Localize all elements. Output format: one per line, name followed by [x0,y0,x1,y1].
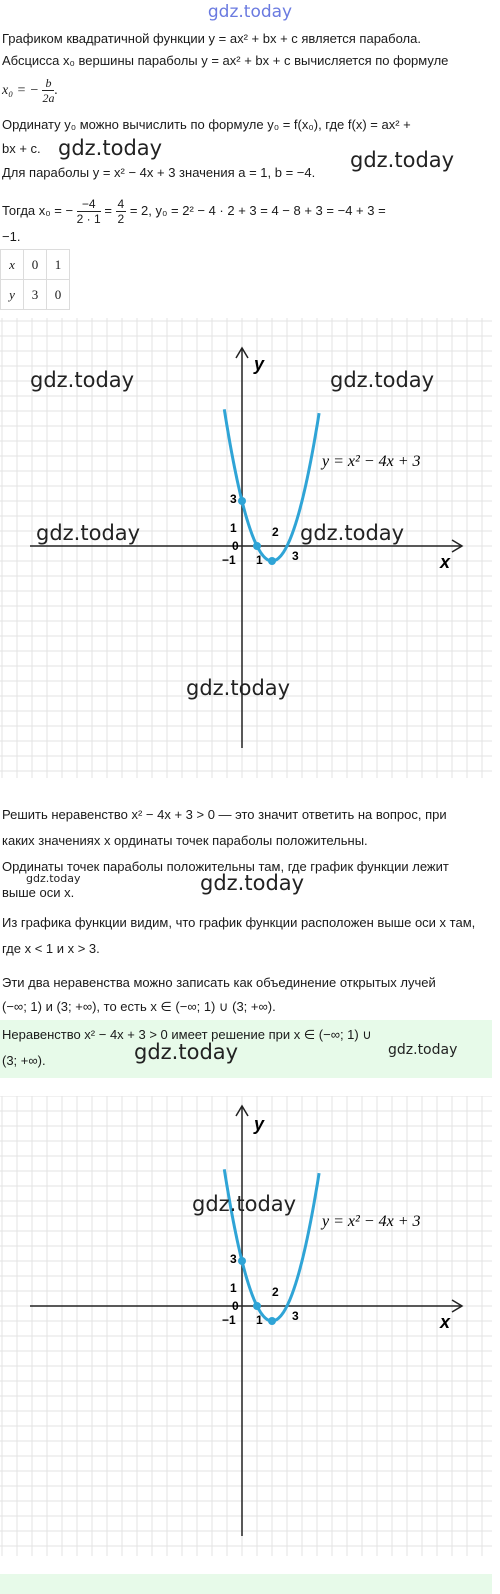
y-axis-label: y [254,354,265,374]
paragraph-2: Абсцисса x₀ вершины параболы y = ax² + bx + c вычисляется по формуле [2,53,449,68]
paragraph-q6: где x < 1 и x > 3. [2,941,100,956]
calc-end: = 2, y₀ = 2² − 4 · 2 + 3 = 4 − 8 + 3 = −4 + 3 = [129,203,386,218]
paragraph-q3: Ординаты точек параболы положительны там, где график функции лежит [2,859,449,874]
origin-label: 0 [232,1299,239,1313]
tick-label-x3: 3 [292,1309,299,1323]
paragraph-q4: выше оси x. [2,885,75,900]
calc-start: Тогда x₀ = − [2,203,74,218]
answer-line-1: Неравенство x² − 4x + 3 > 0 имеет решение при x ∈ (−∞; 1) ∪ [2,1027,372,1042]
fraction-1 [77,197,101,226]
paragraph-6: Для параболы y = x² − 4x + 3 значения a = 1, b = −4. [2,165,316,180]
tick-label-2: 2 [272,1285,279,1299]
y-axis-label: y [254,1114,265,1134]
watermark: gdz.today [134,1040,239,1064]
denominator-1: 2 · 1 [76,212,101,227]
denominator: 2a [42,91,55,106]
watermark: gdz.today [186,676,291,700]
vertex-point [268,1317,276,1325]
vertex-calc [2,194,496,228]
paragraph-5: bx + c. [2,141,41,156]
paragraph-8: −1. [2,229,21,244]
equation-label: y = x² − 4x + 3 [322,1213,421,1230]
table-row [1,250,70,280]
tick-label-3: 3 [230,1252,237,1266]
tick-label-3: 3 [230,492,237,506]
formula-lhs: x₀ = − [2,83,39,98]
table-row [1,280,70,310]
tick-label-minus-1: −1 [222,1313,236,1327]
watermark: gdz.today [26,872,81,885]
watermark: gdz.today [36,521,141,545]
watermark: gdz.today [350,148,455,172]
watermark: gdz.today [30,368,135,392]
tick-label-1: 1 [230,1281,237,1295]
table-cell: 0 [24,250,47,280]
watermark: gdz.today [192,1192,297,1216]
paragraph-q2: каких значениях x ординаты точек параболы положительны. [2,833,368,848]
tick-label-x3: 3 [292,549,299,563]
paragraph-q5: Из графика функции видим, что график функции расположен выше оси x там, [2,915,476,930]
paragraph-q8: (−∞; 1) и (3; +∞), то есть x ∈ (−∞; 1) ∪ (3; +∞). [2,999,276,1014]
numerator-2: 4 [117,197,125,212]
vertex-formula [2,74,496,108]
paragraph-q7: Эти два неравенства можно записать как объединение открытых лучей [2,975,436,990]
footer-highlight [0,1574,492,1594]
site-logo: gdz.today [207,2,293,22]
equals: = [104,203,112,218]
point-1-0 [253,542,261,550]
watermark: gdz.today [300,521,405,545]
point-1-0 [253,1302,261,1310]
grid [0,1096,492,1556]
paragraph-4: Ординату y₀ можно вычислить по формуле y₀ = f(x₀), где f(x) = ax² + [2,117,411,132]
equation-label: y = x² − 4x + 3 [322,453,421,470]
x-axis-label: x [440,552,451,572]
paragraph-q1: Решить неравенство x² − 4x + 3 > 0 — это значит ответить на вопрос, при [2,807,447,822]
numerator: b [42,76,54,91]
table-cell: 1 [47,250,70,280]
value-table [0,249,70,310]
numerator-1: −4 [77,197,101,212]
fraction-2 [116,197,127,226]
paragraph-1: Графиком квадратичной функции y = ax² + bx + c является парабола. [2,31,421,46]
x-axis-label: x [440,1312,451,1332]
watermark: gdz.today [58,136,163,160]
tick-label-minus-1: −1 [222,553,236,567]
point-0-3 [238,497,246,505]
table-cell: y [1,280,24,310]
origin-label: 0 [232,539,239,553]
formula-end: . [54,83,58,98]
table-cell: x [1,250,24,280]
tick-label-x1: 1 [256,1313,263,1327]
denominator-2: 2 [117,212,125,227]
tick-label-2: 2 [272,525,279,539]
table-cell: 3 [24,280,47,310]
table-cell: 0 [47,280,70,310]
watermark: gdz.today [330,368,435,392]
point-0-3 [238,1257,246,1265]
parabola-graph-2 [0,1096,492,1556]
fraction [42,76,54,105]
watermark: gdz.today [388,1042,458,1058]
tick-label-1: 1 [230,521,237,535]
answer-line-2: (3; +∞). [2,1053,46,1068]
tick-label-x1: 1 [256,553,263,567]
vertex-point [268,557,276,565]
watermark: gdz.today [200,871,305,895]
